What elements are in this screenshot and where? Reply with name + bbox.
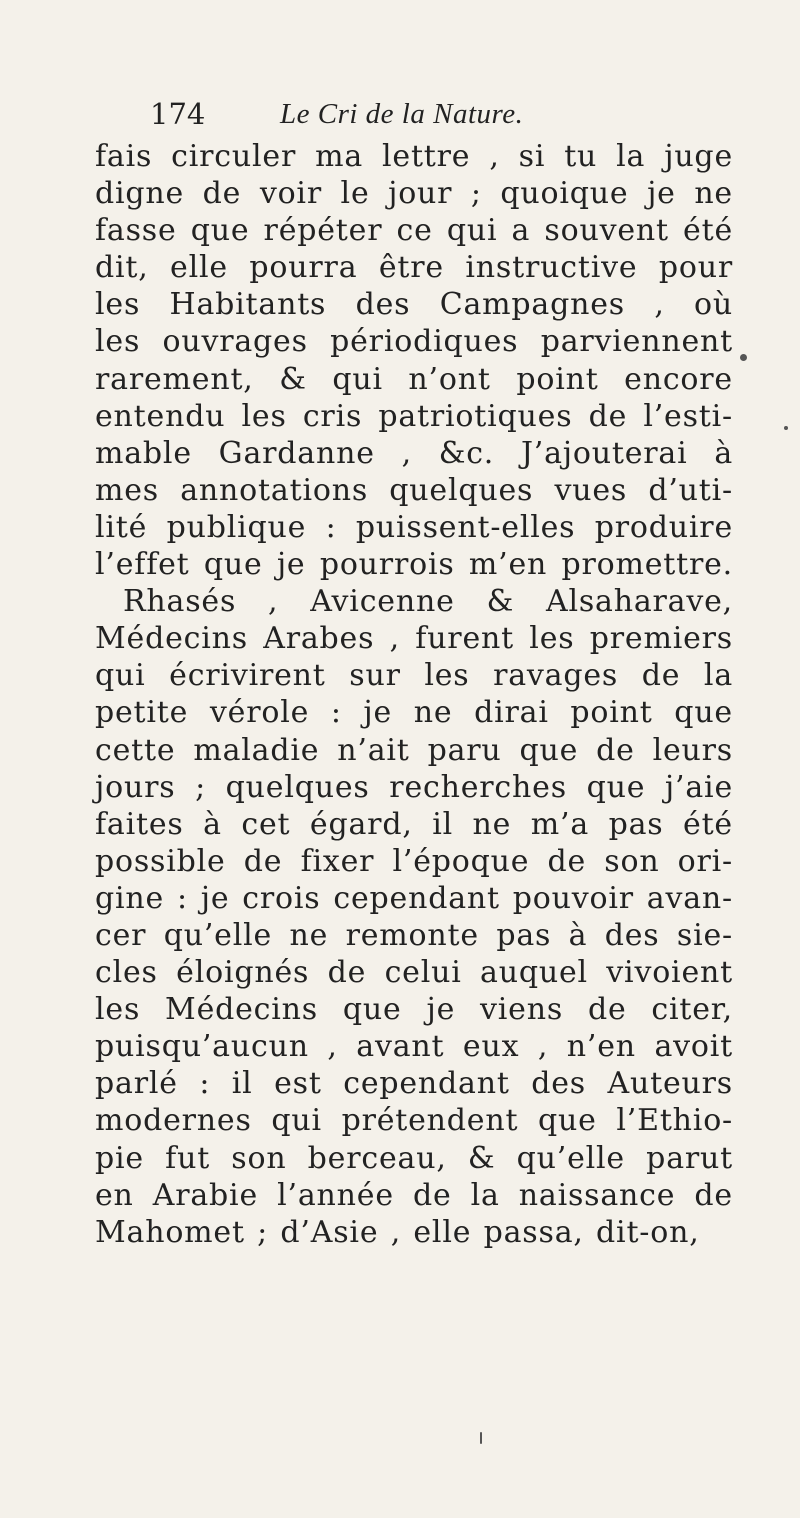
text-line: modernes qui prétendent que l’Ethio- (95, 1103, 733, 1139)
text-line: les ouvrages périodiques parviennent (95, 324, 733, 360)
text-line: possible de fixer l’époque de son ori- (95, 843, 733, 879)
text-line: pie fut son berceau, & qu’elle parut (95, 1140, 733, 1176)
text-line: jours ; quelques recherches que j’aie (95, 769, 733, 805)
text-line: Mahomet ; d’Asie , elle passa, dit-on, (95, 1214, 700, 1250)
body-text (95, 138, 733, 1251)
text-line: parlé : il est cependant des Auteurs (95, 1066, 733, 1102)
ink-speck (740, 354, 747, 361)
text-line: les Médecins que je viens de citer, (95, 992, 733, 1028)
text-line: mable Gardanne , &c. J’ajouterai à (95, 435, 733, 471)
text-line: petite vérole : je ne dirai point que (95, 695, 733, 731)
text-line: rarement, & qui n’ont point encore (95, 361, 733, 397)
text-line: qui écrivirent sur les ravages de la (95, 658, 733, 694)
text-line: lité publique : puissent-elles produire (95, 509, 733, 545)
running-title: Le Cri de la Nature. (280, 98, 524, 130)
text-line: fasse que répéter ce qui a souvent été (95, 213, 733, 249)
page-header (150, 96, 710, 136)
text-line: mes annotations quelques vues d’uti- (95, 472, 733, 508)
text-line: puisqu’aucun , avant eux , n’en avoit (95, 1029, 733, 1065)
ink-speck (480, 1432, 482, 1444)
page-number: 174 (150, 97, 206, 131)
text-line: cette maladie n’ait paru que de leurs (95, 732, 733, 768)
text-line: Médecins Arabes , furent les premiers (95, 621, 733, 657)
text-line: Rhasés , Avicenne & Alsaharave, (123, 584, 733, 620)
text-line: cer qu’elle ne remonte pas à des sie- (95, 917, 733, 953)
text-line: les Habitants des Campagnes , où (95, 287, 733, 323)
text-line: cles éloignés de celui auquel vivoient (95, 955, 733, 991)
text-line: fais circuler ma lettre , si tu la juge (95, 139, 733, 174)
text-line: dit, elle pourra être instructive pour (95, 250, 733, 286)
text-line: entendu les cris patriotiques de l’esti- (95, 398, 733, 434)
text-line: faites à cet égard, il ne m’a pas été (95, 806, 733, 842)
ink-speck (784, 426, 788, 430)
text-line: en Arabie l’année de la naissance de (95, 1177, 733, 1213)
text-line: l’effet que je pourrois m’en promettre. (95, 547, 733, 583)
text-line: gine : je crois cependant pouvoir avan- (95, 880, 733, 916)
text-line: digne de voir le jour ; quoique je ne (95, 176, 733, 212)
